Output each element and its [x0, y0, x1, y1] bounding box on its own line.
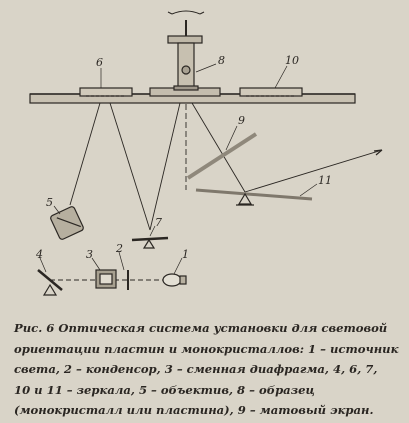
label-10: 10 — [285, 54, 299, 67]
caption-line: Рис. 6 Оптическая система установки для световой — [14, 321, 388, 335]
label-7: 7 — [155, 216, 162, 229]
objective-lens — [50, 206, 85, 241]
label-8: 8 — [218, 54, 225, 67]
label-2: 2 — [116, 242, 123, 255]
figure-caption — [14, 318, 400, 421]
label-4: 4 — [36, 248, 43, 261]
label-6: 6 — [96, 56, 103, 69]
caption-line: ориентации пластин и монокристаллов: 1 – источник — [14, 341, 399, 356]
caption-line: света, 2 – конденсор, 3 – сменная диафрагма, 4, 6, 7, — [14, 362, 378, 376]
caption-line: 10 и 11 – зеркала, 5 – объектив, 8 – образец — [14, 382, 315, 397]
label-3: 3 — [86, 248, 93, 261]
label-1: 1 — [182, 248, 189, 261]
label-11: 11 — [318, 174, 332, 187]
light-source — [163, 274, 186, 286]
mirror-11 — [196, 190, 312, 205]
label-9: 9 — [238, 114, 245, 127]
mirror-4 — [38, 270, 62, 295]
mirror-7 — [132, 238, 168, 248]
label-5: 5 — [46, 196, 53, 209]
matte-screen — [188, 134, 256, 178]
sample-holder — [168, 11, 204, 90]
caption-line: (монокристалл или пластина), 9 – матовый экран. — [14, 403, 374, 417]
